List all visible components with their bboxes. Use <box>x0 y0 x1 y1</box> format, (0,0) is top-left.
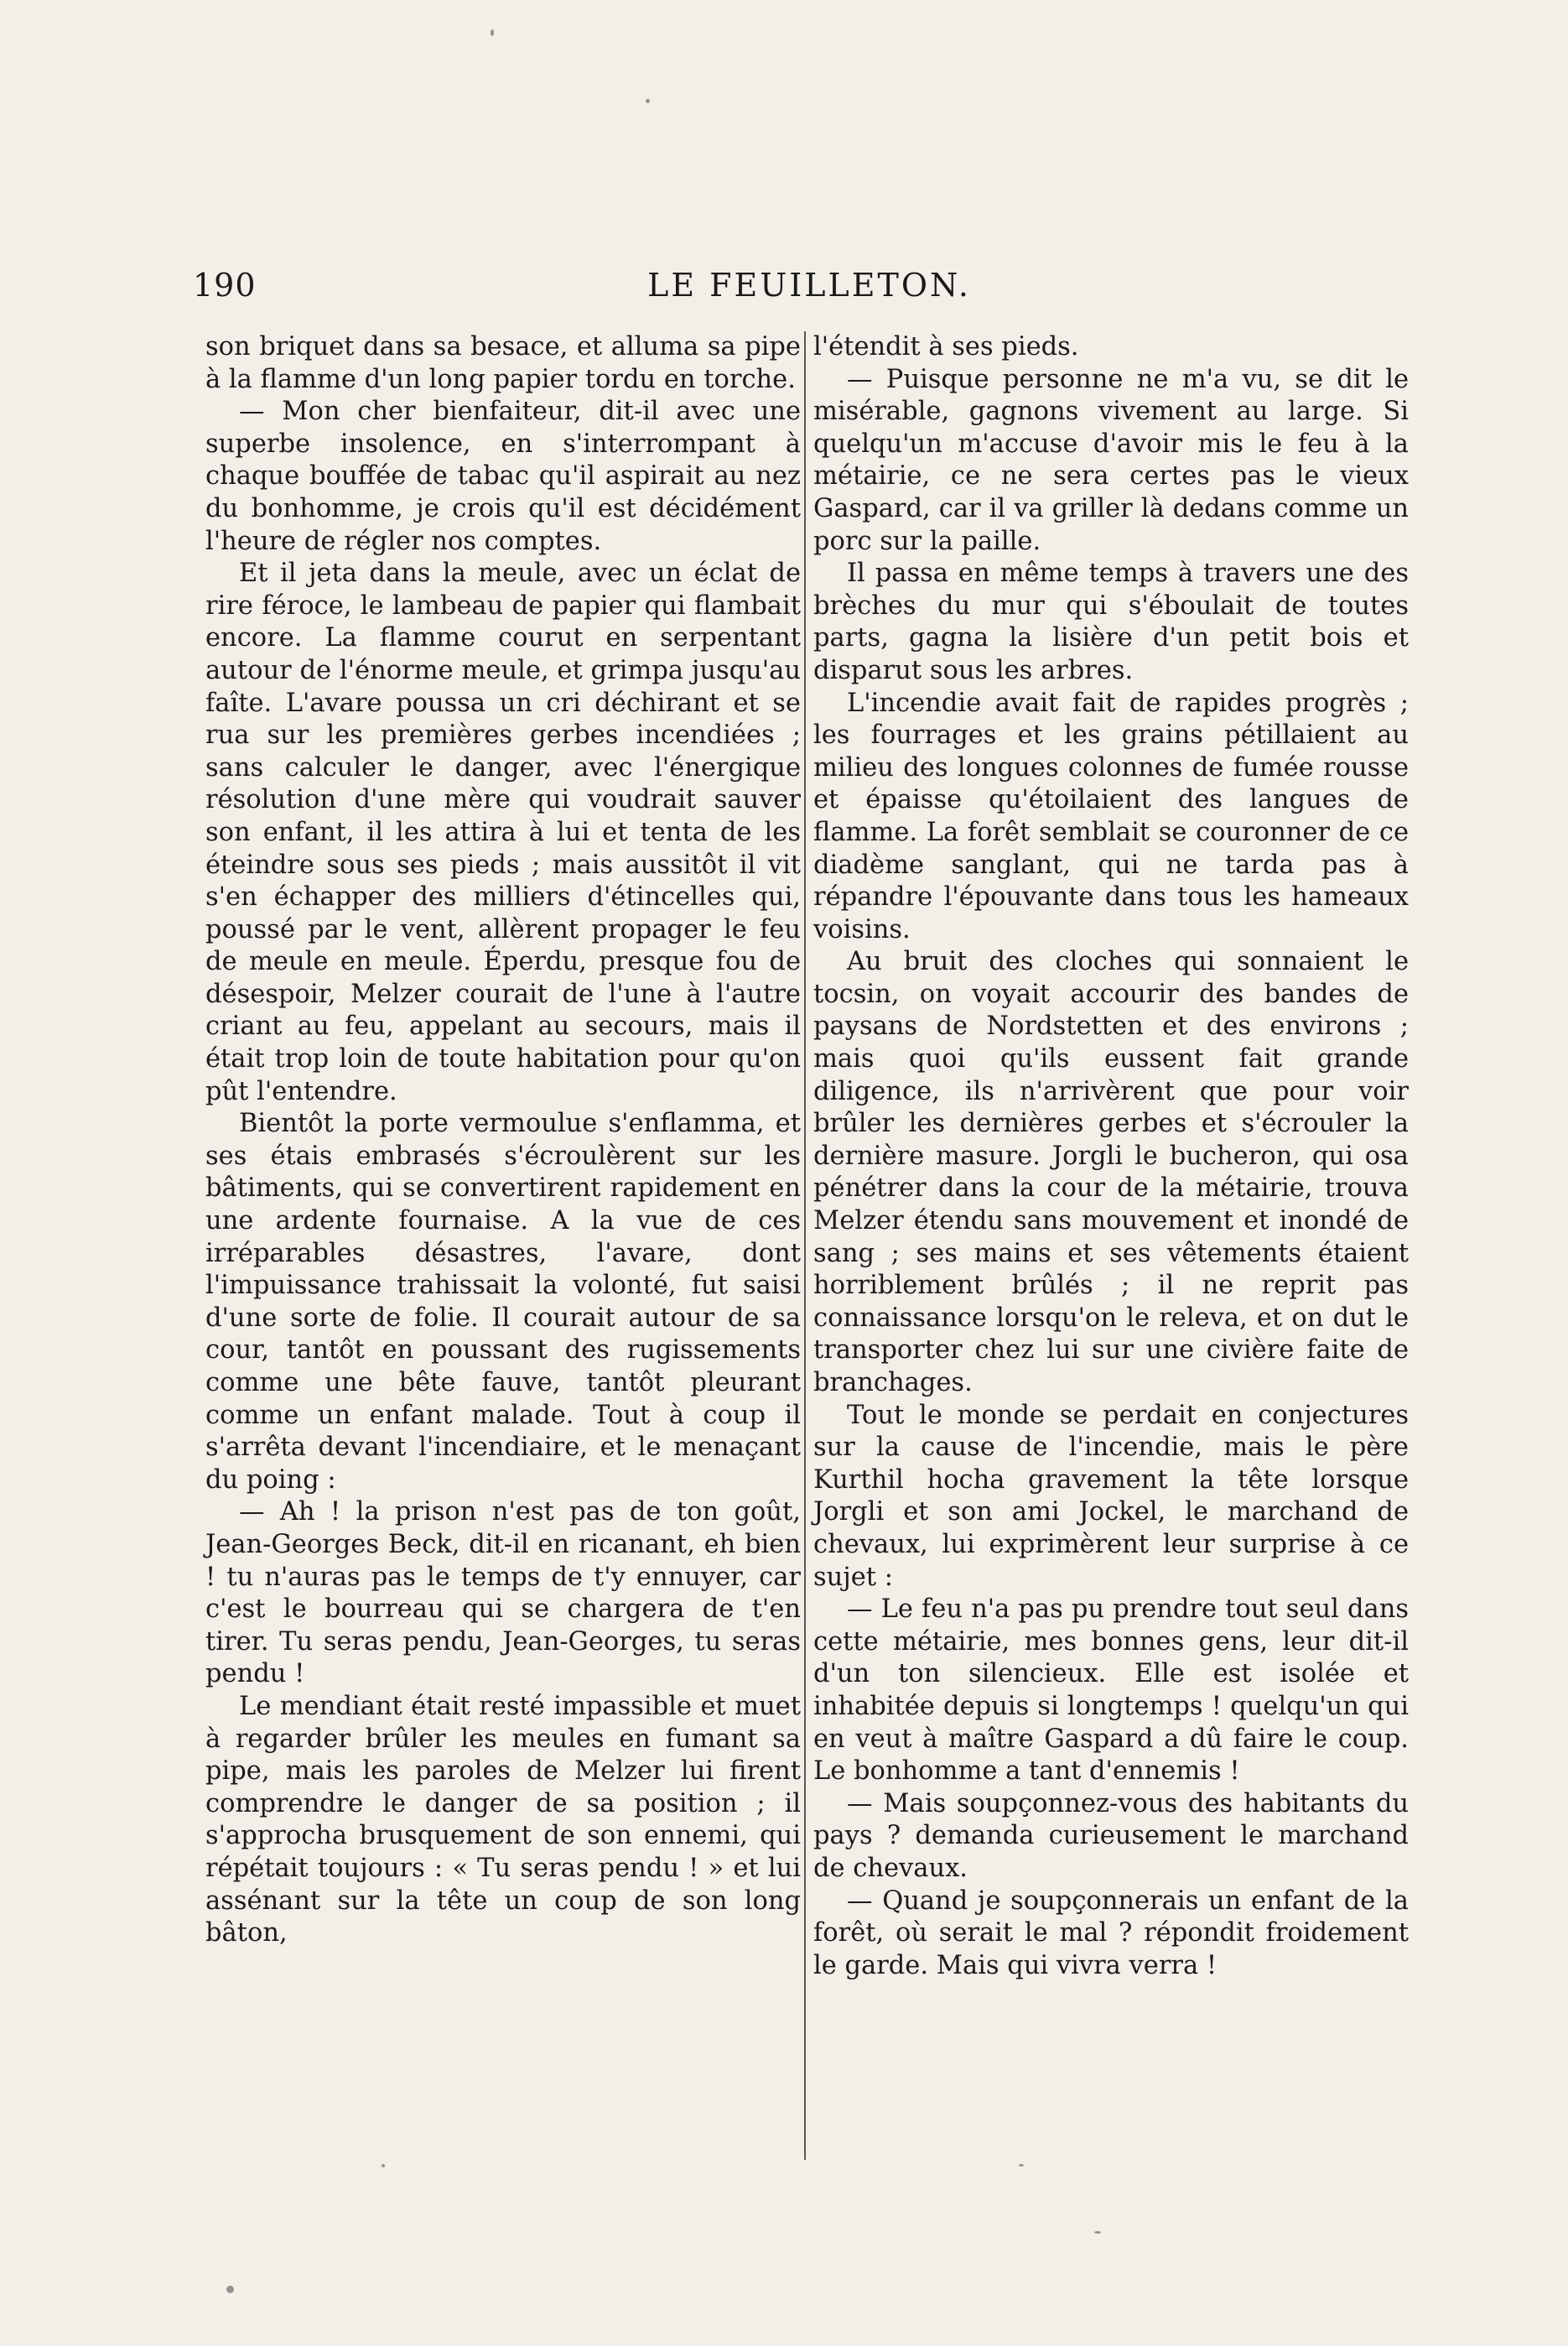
paragraph: Le mendiant était resté impassible et muet à regarder brûler les meules en fumant sa pipe, mais les paroles de Melzer lui firent comprendre le danger de sa position ; il s'approcha brusquement de son ennemi, qui répétait toujours : « Tu seras pendu ! » et lui assénant sur la tête un coup de son long bâton, <box>205 1691 801 1948</box>
paragraph: Il passa en même temps à travers une des brèches du mur qui s'éboulait de toutes parts, gagna la lisière d'un petit bois et disparut sous les arbres. <box>813 559 1409 685</box>
print-speck <box>1094 2231 1101 2234</box>
left-column <box>205 331 801 1950</box>
right-column <box>813 331 1409 1982</box>
paragraph: Tout le monde se perdait en conjectures sur la cause de l'incendie, mais le père Kurthil hocha gravement la tête lorsque Jorgli et son ami Jockel, le marchand de chevaux, lui exprimèrent leur surprise à ce sujet : <box>813 1400 1409 1592</box>
paragraph: Bientôt la porte vermoulue s'enflamma, et ses étais embrasés s'écroulèrent sur les bâtiments, qui se convertirent rapidement en une ardente fournaise. A la vue de ces irréparables désastres, l'avare, dont l'impuissance trahissait la volonté, fut saisi d'une sorte de folie. Il courait autour de sa cour, tantôt en poussant des rugissements comme une bête fauve, tantôt pleurant comme un enfant malade. Tout à coup il s'arrêta devant l'incendiaire, et le menaçant du poing : <box>205 1109 801 1495</box>
paragraph: — Puisque personne ne m'a vu, se dit le misérable, gagnons vivement au large. Si quelqu'un m'accuse d'avoir mis le feu à la métairie, ce ne sera certes pas le vieux Gaspard, car il va griller là dedans comme un porc sur la paille. <box>813 364 1409 556</box>
paragraph: L'incendie avait fait de rapides progrès ; les fourrages et les grains pétillaient au milieu des longues colonnes de fumée rousse et épaisse qu'étoilaient des langues de flamme. La forêt semblait se couronner de ce diadème sanglant, qui ne tarda pas à répandre l'épouvante dans tous les hameaux voisins. <box>813 688 1409 944</box>
print-speck <box>491 29 494 36</box>
print-speck <box>382 2164 385 2167</box>
paragraph: — Quand je soupçonnerais un enfant de la forêt, où serait le mal ? répondit froidement le garde. Mais qui vivra verra ! <box>813 1886 1409 1980</box>
paragraph: l'étendit à ses pieds. <box>813 332 1079 362</box>
column-divider <box>804 331 806 2160</box>
paragraph: — Le feu n'a pas pu prendre tout seul dans cette métairie, mes bonnes gens, leur dit-il d'un ton silencieux. Elle est isolée et inhabitée depuis si longtemps ! quelqu'un qui en veut à maître Gaspard a dû faire le coup. Le bonhomme a tant d'ennemis ! <box>813 1594 1409 1787</box>
paragraph: Au bruit des cloches qui sonnaient le tocsin, on voyait accourir des bandes de paysans de Nordstetten et des environs ; mais quoi qu'ils eussent fait grande diligence, ils n'arrivèrent que pour voir brûler les dernières gerbes et s'écrouler la dernière masure. Jorgli le bucheron, qui osa pénétrer dans la cour de la métairie, trouva Melzer étendu sans mouvement et inondé de sang ; ses mains et ses vêtements étaient horriblement brûlés ; il ne reprit pas connaissance lorsqu'on le releva, et on dut le transporter chez lui sur une civière faite de branchages. <box>813 947 1409 1397</box>
paragraph: — Mais soupçonnez-vous des habitants du pays ? demanda curieusement le marchand de chevaux. <box>813 1788 1409 1883</box>
print-speck <box>226 2286 234 2293</box>
paragraph: — Mon cher bienfaiteur, dit-il avec une superbe insolence, en s'interrompant à chaque bouffée de tabac qu'il aspirait au nez du bonhomme, je crois qu'il est décidément l'heure de régler nos comptes. <box>205 397 801 556</box>
running-title: LE FEUILLETON. <box>647 267 971 304</box>
paragraph: — Ah ! la prison n'est pas de ton goût, Jean-Georges Beck, dit-il en ricanant, eh bien ! tu n'auras pas le temps de t'y ennuyer, car c'est le bourreau qui se chargera de t'en tirer. Tu seras pendu, Jean-Georges, tu seras pendu ! <box>205 1497 801 1689</box>
print-speck <box>1019 2164 1024 2167</box>
paragraph: son briquet dans sa besace, et alluma sa pipe à la flamme d'un long papier tordu en torche. <box>205 332 801 394</box>
paragraph: Et il jeta dans la meule, avec un éclat de rire féroce, le lambeau de papier qui flambait encore. La flamme courut en serpentant autour de l'énorme meule, et grimpa jusqu'au faîte. L'avare poussa un cri déchirant et se rua sur les premières gerbes incendiées ; sans calculer le danger, avec l'énergique résolution d'une mère qui voudrait sauver son enfant, il les attira à lui et tenta de les éteindre sous ses pieds ; mais aussitôt il vit s'en échapper des milliers d'étincelles qui, poussé par le vent, allèrent propager le feu de meule en meule. Éperdu, presque fou de désespoir, Melzer courait de l'une à l'autre criant au feu, appelant au secours, mais il était trop loin de toute habitation pour qu'on pût l'entendre. <box>205 559 801 1106</box>
print-speck <box>646 99 650 103</box>
page-header <box>193 267 1425 309</box>
page-number: 190 <box>193 267 257 304</box>
